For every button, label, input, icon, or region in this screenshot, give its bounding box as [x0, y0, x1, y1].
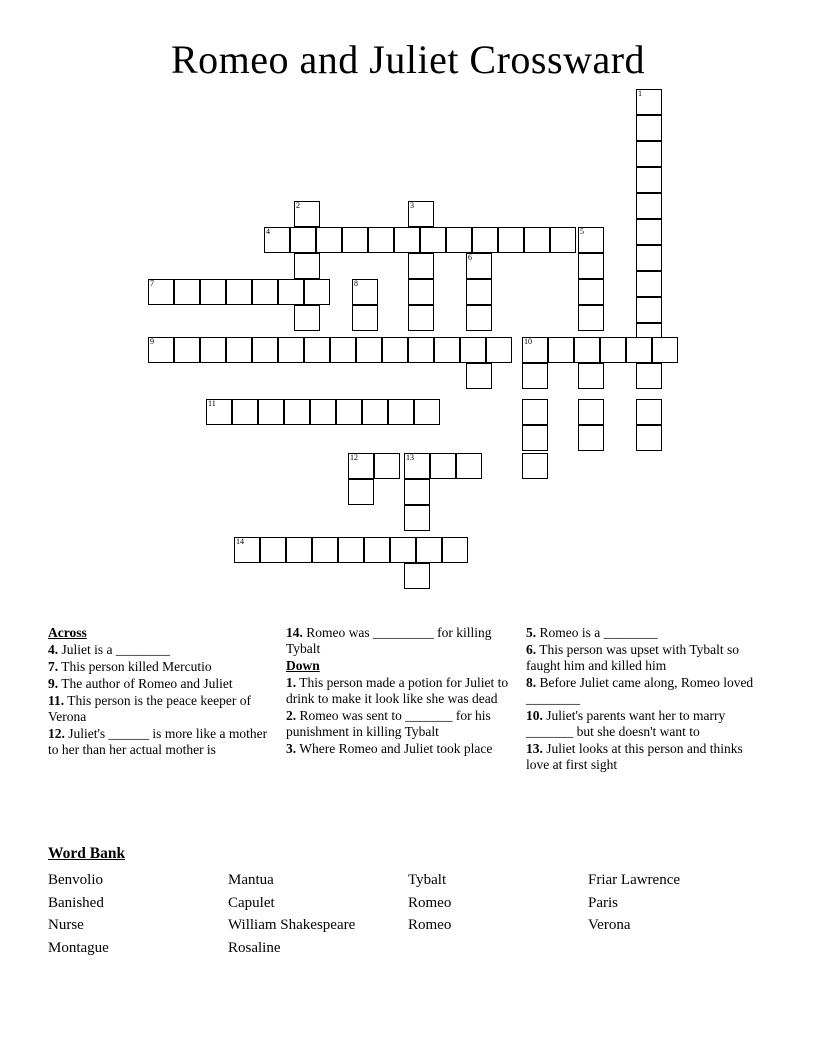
crossword-cell[interactable] — [364, 537, 390, 563]
crossword-cell[interactable] — [206, 399, 232, 425]
cell-number: 4 — [266, 227, 270, 236]
word-bank-item: Banished — [48, 894, 104, 911]
crossword-cell[interactable] — [252, 337, 278, 363]
word-bank-item: Montague — [48, 939, 109, 956]
clue-text: This person made a potion for Juliet to drink to make it look like she was dead — [286, 675, 509, 706]
crossword-cell[interactable] — [578, 363, 604, 389]
crossword-cell[interactable] — [636, 219, 662, 245]
crossword-cell[interactable] — [466, 305, 492, 331]
crossword-cell[interactable] — [466, 253, 492, 279]
cell-number: 6 — [468, 253, 472, 262]
page-title: Romeo and Juliet Crossward — [170, 37, 646, 82]
crossword-cell[interactable] — [408, 305, 434, 331]
crossword-cell[interactable] — [338, 537, 364, 563]
clue-text: Before Juliet came along, Romeo loved ________ — [526, 675, 754, 706]
across-heading: Across — [48, 625, 87, 640]
crossword-cell[interactable] — [330, 337, 356, 363]
word-bank-item: Romeo — [408, 917, 452, 933]
crossword-cell[interactable] — [578, 425, 604, 451]
crossword-cell[interactable] — [336, 399, 362, 425]
word-bank-heading: Word Bank — [48, 845, 126, 862]
cell-number: 5 — [580, 227, 584, 236]
crossword-cell[interactable] — [304, 279, 330, 305]
crossword-cell[interactable] — [408, 337, 434, 363]
crossword-cell[interactable] — [578, 305, 604, 331]
clue-number: 5. — [526, 625, 537, 640]
crossword-cell[interactable] — [550, 227, 576, 253]
word-bank-item: Paris — [588, 894, 618, 911]
crossword-cell[interactable] — [232, 399, 258, 425]
crossword-cell[interactable] — [382, 337, 408, 363]
crossword-cell[interactable] — [416, 537, 442, 563]
clue-number: 3. — [286, 741, 297, 756]
clue-down-3 — [286, 741, 514, 757]
crossword-cell[interactable] — [374, 453, 400, 479]
crossword-cell[interactable] — [408, 201, 434, 227]
crossword-cell[interactable] — [414, 399, 440, 425]
word-bank-item: William Shakespeare — [228, 917, 356, 933]
clue-number: 1. — [286, 675, 297, 690]
clue-number: 7. — [48, 659, 59, 674]
cell-number: 12 — [350, 453, 358, 462]
cell-number: 7 — [150, 279, 154, 288]
crossword-cell[interactable] — [352, 305, 378, 331]
word-bank-column-4 — [588, 869, 768, 959]
clue-text: Where Romeo and Juliet took place — [299, 741, 493, 756]
clue-number: 2. — [286, 708, 297, 723]
crossword-cell[interactable] — [408, 279, 434, 305]
crossword-cell[interactable] — [312, 537, 338, 563]
crossword-cell[interactable] — [466, 363, 492, 389]
crossword-cell[interactable] — [404, 505, 430, 531]
crossword-cell[interactable] — [446, 227, 472, 253]
crossword-cell[interactable] — [652, 337, 678, 363]
clue-across-12 — [48, 726, 274, 758]
crossword-cell[interactable] — [362, 399, 388, 425]
clue-text: This person was upset with Tybalt so faught him and killed him — [526, 642, 740, 673]
clues-column-3 — [526, 625, 776, 774]
word-bank-item: Rosaline — [228, 939, 281, 956]
cell-number: 10 — [524, 337, 532, 346]
word-bank-item: Nurse — [48, 917, 84, 933]
crossword-cell[interactable] — [522, 453, 548, 479]
crossword-cell[interactable] — [260, 537, 286, 563]
crossword-cell[interactable] — [626, 337, 652, 363]
crossword-cell[interactable] — [404, 453, 430, 479]
clue-down-1 — [286, 675, 514, 707]
word-bank-grid — [48, 869, 776, 959]
cell-number: 9 — [150, 337, 154, 346]
clue-down-5 — [526, 625, 764, 641]
word-bank-item: Romeo — [408, 894, 452, 911]
crossword-cell[interactable] — [294, 201, 320, 227]
crossword-cell[interactable] — [600, 337, 626, 363]
crossword-cell[interactable] — [264, 227, 290, 253]
crossword-cell[interactable] — [636, 89, 662, 115]
clue-text: Juliet's parents want her to marry _______ but she doesn't want to — [526, 708, 726, 739]
clues-section — [48, 625, 776, 774]
crossword-cell[interactable] — [252, 279, 278, 305]
clue-across-11 — [48, 693, 274, 725]
cell-number: 1 — [638, 89, 642, 98]
crossword-cell[interactable] — [278, 337, 304, 363]
crossword-cell[interactable] — [636, 425, 662, 451]
crossword-cell[interactable] — [636, 271, 662, 297]
crossword-cell[interactable] — [226, 279, 252, 305]
crossword-cell[interactable] — [200, 337, 226, 363]
down-heading: Down — [286, 658, 320, 673]
crossword-cell[interactable] — [574, 337, 600, 363]
clue-down-13 — [526, 741, 764, 773]
crossword-cell[interactable] — [522, 337, 548, 363]
word-bank-column-1 — [48, 869, 228, 959]
clue-down-8 — [526, 675, 764, 707]
crossword-cell[interactable] — [498, 227, 524, 253]
crossword-cell[interactable] — [226, 337, 252, 363]
crossword-cell[interactable] — [258, 399, 284, 425]
crossword-cell[interactable] — [174, 279, 200, 305]
clue-number: 14. — [286, 625, 303, 640]
crossword-cell[interactable] — [310, 399, 336, 425]
crossword-cell[interactable] — [404, 563, 430, 589]
crossword-cell[interactable] — [278, 279, 304, 305]
crossword-cell[interactable] — [636, 193, 662, 219]
clue-across-14 — [286, 625, 514, 657]
clue-number: 8. — [526, 675, 537, 690]
cell-number: 3 — [410, 201, 414, 210]
clue-text: Juliet's ______ is more like a mother to her than her actual mother is — [48, 726, 268, 757]
crossword-grid[interactable] — [0, 89, 816, 599]
crossword-cell[interactable] — [434, 337, 460, 363]
crossword-cell[interactable] — [486, 337, 512, 363]
crossword-cell[interactable] — [408, 253, 434, 279]
crossword-cell[interactable] — [578, 279, 604, 305]
crossword-cell[interactable] — [460, 337, 486, 363]
clue-down-2 — [286, 708, 514, 740]
word-bank-column-3 — [408, 869, 588, 959]
word-bank-item: Verona — [588, 917, 631, 933]
cell-number: 2 — [296, 201, 300, 210]
clue-text: This person is the peace keeper of Verona — [48, 693, 251, 724]
clue-text: This person killed Mercutio — [61, 659, 212, 674]
cell-number: 13 — [406, 453, 414, 462]
crossword-cell[interactable] — [524, 227, 550, 253]
clue-across-9 — [48, 676, 274, 692]
crossword-cell[interactable] — [404, 479, 430, 505]
crossword-cell[interactable] — [548, 337, 574, 363]
clue-text: Romeo is a ________ — [539, 625, 658, 640]
crossword-cell[interactable] — [316, 227, 342, 253]
crossword-cell[interactable] — [522, 425, 548, 451]
crossword-cell[interactable] — [522, 399, 548, 425]
crossword-cell[interactable] — [522, 363, 548, 389]
clue-text: Juliet looks at this person and thinks love at first sight — [526, 741, 743, 772]
clue-number: 10. — [526, 708, 543, 723]
crossword-cell[interactable] — [348, 479, 374, 505]
crossword-cell[interactable] — [356, 337, 382, 363]
clue-text: Juliet is a ________ — [61, 642, 170, 657]
crossword-cell[interactable] — [636, 115, 662, 141]
crossword-cell[interactable] — [348, 453, 374, 479]
crossword-cell[interactable] — [294, 253, 320, 279]
crossword-cell[interactable] — [304, 337, 330, 363]
crossword-cell[interactable] — [472, 227, 498, 253]
crossword-cell[interactable] — [368, 227, 394, 253]
crossword-cell[interactable] — [286, 537, 312, 563]
crossword-cell[interactable] — [636, 141, 662, 167]
crossword-cell[interactable] — [578, 227, 604, 253]
cell-number: 8 — [354, 279, 358, 288]
word-bank — [48, 845, 776, 959]
clue-across-7 — [48, 659, 274, 675]
clue-text: The author of Romeo and Juliet — [61, 676, 233, 691]
clue-down-6 — [526, 642, 764, 674]
crossword-cell[interactable] — [234, 537, 260, 563]
crossword-cell[interactable] — [442, 537, 468, 563]
crossword-cell[interactable] — [636, 399, 662, 425]
word-bank-item: Tybalt — [408, 872, 447, 888]
crossword-cell[interactable] — [578, 399, 604, 425]
cell-number: 11 — [208, 399, 216, 408]
crossword-cell[interactable] — [636, 167, 662, 193]
crossword-cell[interactable] — [636, 245, 662, 271]
crossword-cell[interactable] — [420, 227, 446, 253]
crossword-cell[interactable] — [466, 279, 492, 305]
clue-across-4 — [48, 642, 274, 658]
word-bank-item: Mantua — [228, 872, 274, 888]
clue-number: 12. — [48, 726, 65, 741]
clue-text: Romeo was _________ for killing Tybalt — [286, 625, 492, 656]
crossword-cell[interactable] — [200, 279, 226, 305]
crossword-cell[interactable] — [174, 337, 200, 363]
crossword-cell[interactable] — [388, 399, 414, 425]
crossword-cell[interactable] — [148, 279, 174, 305]
word-bank-item: Benvolio — [48, 872, 103, 888]
crossword-cell[interactable] — [394, 227, 420, 253]
clue-number: 4. — [48, 642, 59, 657]
clue-number: 11. — [48, 693, 65, 708]
crossword-cell[interactable] — [342, 227, 368, 253]
crossword-cell[interactable] — [294, 305, 320, 331]
crossword-cell[interactable] — [148, 337, 174, 363]
clue-text: Romeo was sent to _______ for his punishment in killing Tybalt — [286, 708, 491, 739]
crossword-cell[interactable] — [456, 453, 482, 479]
crossword-cell[interactable] — [636, 363, 662, 389]
crossword-cell[interactable] — [284, 399, 310, 425]
crossword-cell[interactable] — [636, 297, 662, 323]
crossword-cell[interactable] — [352, 279, 378, 305]
crossword-cell[interactable] — [578, 253, 604, 279]
word-bank-item: Friar Lawrence — [588, 872, 681, 888]
clue-number: 6. — [526, 642, 537, 657]
word-bank-item: Capulet — [228, 894, 275, 911]
clue-number: 9. — [48, 676, 59, 691]
crossword-cell[interactable] — [430, 453, 456, 479]
clues-column-1 — [48, 625, 286, 774]
cell-number: 14 — [236, 537, 244, 546]
clues-column-2 — [286, 625, 526, 774]
crossword-cell[interactable] — [390, 537, 416, 563]
crossword-cell[interactable] — [290, 227, 316, 253]
word-bank-column-2 — [228, 869, 408, 959]
clue-number: 13. — [526, 741, 543, 756]
clue-down-10 — [526, 708, 764, 740]
